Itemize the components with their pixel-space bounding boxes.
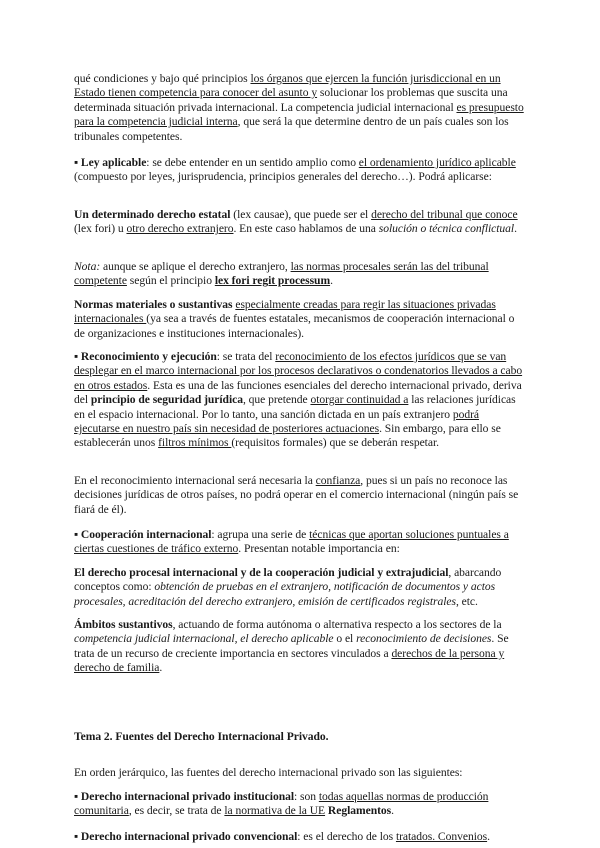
text-run: (requisitos formales) que se deberán respetar. bbox=[231, 436, 439, 450]
text-run: reconocimiento de decisiones bbox=[356, 632, 492, 646]
paragraph-reconocimiento bbox=[74, 350, 526, 451]
text-run: o el bbox=[333, 632, 357, 646]
paragraph-ambitos bbox=[74, 618, 526, 676]
text-run: . Se trata de un recurso de creciente importancia en sectores vinculados a bbox=[74, 632, 509, 660]
text-run: Reconocimiento y ejecución bbox=[80, 350, 217, 363]
text-run: aunque se aplique el derecho extranjero, bbox=[100, 260, 291, 273]
text-run: la normativa de la UE bbox=[224, 804, 326, 818]
text-run: solucionar los problemas que suscita una determinada situación privada internacional. La competencia judicial internacional bbox=[74, 86, 508, 114]
text-run: . bbox=[330, 274, 333, 288]
text-run: lex fori regit processum bbox=[214, 274, 331, 288]
text-run: según el principio bbox=[126, 274, 215, 288]
text-run: competencia judicial internacional, el derecho aplicable bbox=[74, 632, 334, 646]
text-run: , es decir, se trata de bbox=[128, 804, 225, 818]
text-run: tratados. Convenios bbox=[395, 830, 488, 843]
text-run: (ya sea a través de fuentes estatales, mecanismos de cooperación internacional o de organizaciones e instituciones internacionales). bbox=[74, 312, 515, 340]
text-run: otorgar continuidad a bbox=[310, 393, 409, 407]
text-run: . Presentan notable importancia en: bbox=[238, 542, 400, 556]
text-run: (compuesto por leyes, jurisprudencia, principios generales del derecho…). Podrá aplicarse: bbox=[74, 170, 492, 184]
text-run: : es el derecho de los bbox=[297, 830, 396, 843]
text-run: El derecho procesal internacional y de la cooperación judicial y extrajudicial bbox=[74, 566, 449, 579]
text-run: Derecho internacional privado institucional bbox=[80, 790, 295, 803]
text-run: En orden jerárquico, las fuentes del derecho internacional privado son las siguientes: bbox=[74, 766, 463, 779]
text-run: el ordenamiento jurídico aplicable bbox=[358, 156, 516, 169]
text-run: ▪ bbox=[74, 350, 81, 363]
text-run: : se trata del bbox=[216, 350, 276, 363]
text-run: : agrupa una serie de bbox=[211, 528, 310, 541]
text-run: . bbox=[159, 661, 163, 675]
text-run: Reglamentos bbox=[327, 804, 392, 818]
text-run: las normas procesales serán las del tribunal competente bbox=[74, 260, 489, 288]
text-run: Tema 2. Fuentes del Derecho Internacional Privado. bbox=[74, 730, 329, 743]
text-run: . bbox=[487, 830, 490, 843]
paragraph-cooperacion bbox=[74, 528, 526, 557]
text-run: los órganos que ejercen la función jurisdiccional en un Estado tienen competencia para conocer del asunto y bbox=[74, 72, 501, 100]
text-run: ▪ bbox=[74, 790, 81, 803]
text-run: Ley aplicable bbox=[80, 156, 147, 169]
text-run: ▪ bbox=[74, 830, 81, 843]
text-run: . En este caso hablamos de una bbox=[233, 222, 379, 236]
text-run: técnicas que aportan soluciones puntuales a ciertas cuestiones de tráfico externo bbox=[74, 528, 509, 556]
paragraph-fuentes-intro bbox=[74, 766, 526, 780]
paragraph-procesal bbox=[74, 566, 526, 609]
text-run: , abarcando conceptos como: bbox=[74, 566, 502, 594]
text-run: Normas materiales o sustantivas bbox=[74, 298, 233, 311]
text-run: especialmente creadas para regir las situaciones privadas internacionales bbox=[74, 298, 496, 326]
text-run: . bbox=[391, 804, 394, 818]
text-run: Un determinado derecho estatal bbox=[74, 208, 231, 221]
text-run: , que será la que determine dentro de un país cuales son los tribunales competentes. bbox=[74, 115, 509, 143]
text-run: Ámbitos sustantivos bbox=[74, 618, 173, 631]
text-run: confianza bbox=[315, 474, 361, 487]
text-run: Derecho internacional privado convencional bbox=[80, 830, 298, 843]
paragraph-confianza bbox=[74, 474, 526, 517]
text-run: obtención de pruebas en el extranjero, notificación de documentos y actos procesales, acreditación del derecho extranjero, emisión de certificados registrales bbox=[74, 580, 496, 608]
text-run: filtros mínimos bbox=[158, 436, 232, 450]
text-run: (lex fori) u bbox=[74, 222, 127, 236]
text-run: es presupuesto para la competencia judicial interna bbox=[74, 100, 524, 129]
text-run: . Esta es una de las funciones esenciales del derecho internacional privado, deriva del bbox=[74, 378, 522, 407]
text-run: las relaciones jurídicas en el espacio internacional. Por lo tanto, una sanción dictada en un país extranjero bbox=[74, 393, 516, 421]
paragraph-ley-aplicable bbox=[74, 156, 526, 185]
text-run: Nota: bbox=[74, 260, 101, 273]
text-run: qué condiciones y bajo qué principios bbox=[74, 72, 251, 85]
text-run: derechos de la persona y derecho de familia bbox=[74, 646, 505, 675]
text-run: . bbox=[514, 222, 517, 236]
text-run: : se debe entender en un sentido amplio como bbox=[146, 156, 359, 169]
text-run: , etc. bbox=[455, 594, 478, 608]
text-run: principio de seguridad jurídica bbox=[90, 393, 243, 407]
text-run: , actuando de forma autónoma o alternativa respecto a los sectores de la bbox=[172, 618, 502, 631]
text-run: solución o técnica conflictual bbox=[378, 222, 515, 236]
text-run: Cooperación internacional bbox=[80, 528, 212, 541]
text-run: reconocimiento de los efectos jurídicos que se van desplegar en el marco internacional por los procesos declarativos o condenatorios llevados a cabo en otros estados bbox=[74, 350, 523, 392]
text-run: ▪ bbox=[74, 528, 81, 541]
text-run: : son bbox=[294, 790, 319, 803]
paragraph-derecho-estatal bbox=[74, 208, 526, 237]
text-run: otro derecho extranjero bbox=[126, 222, 234, 236]
text-run: . Sin embargo, para ello se establecerán unos bbox=[74, 422, 501, 450]
paragraph-convencional bbox=[74, 830, 526, 844]
text-run: (lex causae), que puede ser el bbox=[230, 208, 372, 221]
text-run: , pues si un país no reconoce las decisiones jurídicas de otros países, no podrá operar en el comercio internacional (ningún país se fiará de él). bbox=[74, 474, 519, 516]
paragraph-intro bbox=[74, 72, 526, 144]
paragraph-nota bbox=[74, 260, 526, 289]
text-run: podrá ejecutarse en nuestro país sin necesidad de posteriores actuaciones bbox=[74, 407, 480, 436]
text-run: En el reconocimiento internacional será necesaria la bbox=[74, 474, 316, 487]
text-run: ▪ bbox=[74, 156, 81, 169]
paragraph-institucional bbox=[74, 790, 526, 819]
text-run: todas aquellas normas de producción comunitaria bbox=[74, 790, 489, 818]
text-run: derecho del tribunal que conoce bbox=[371, 208, 518, 221]
text-run: , que pretende bbox=[242, 393, 311, 407]
paragraph-normas-materiales bbox=[74, 298, 526, 341]
paragraph-tema2 bbox=[74, 730, 526, 744]
